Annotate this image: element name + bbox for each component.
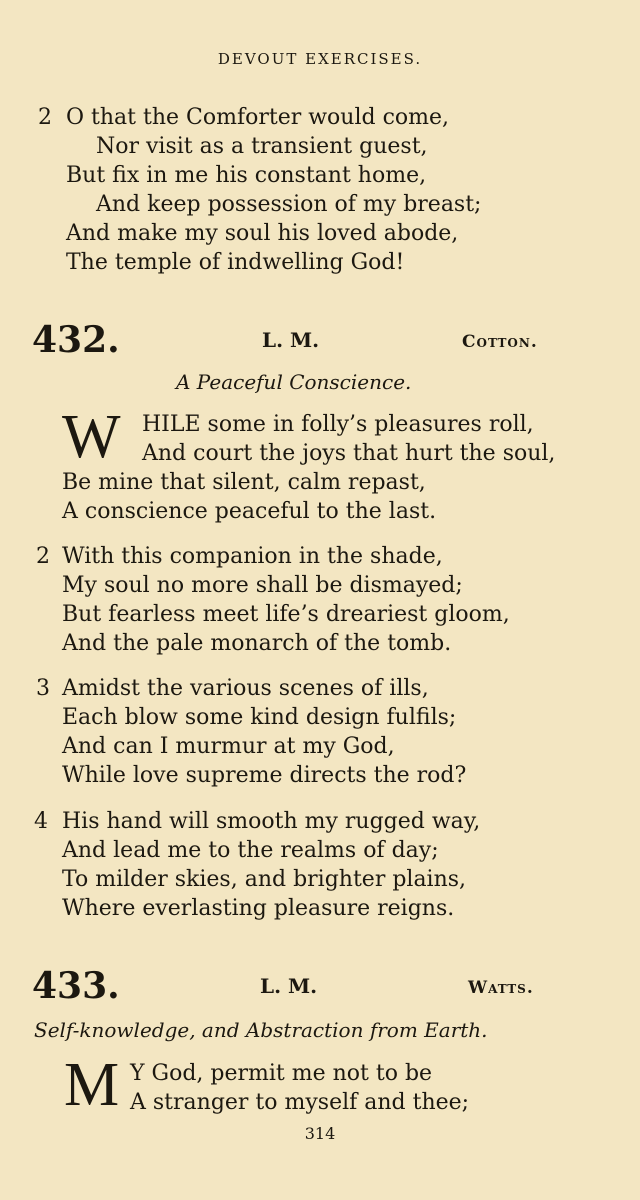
- verse-line: Each blow some kind design fulfils;: [62, 705, 457, 730]
- verse-line: HILE some in folly’s pleasures roll,: [142, 412, 534, 437]
- verse-line: A conscience peaceful to the last.: [62, 499, 437, 524]
- verse-line: Amidst the various scenes of ills,: [62, 676, 429, 701]
- verse-line: Be mine that silent, calm repast,: [62, 470, 426, 495]
- verse-number: 3: [36, 676, 50, 701]
- drop-cap: M: [64, 1051, 120, 1119]
- verse-line: The temple of indwelling God!: [66, 250, 405, 275]
- hymn-title: Self-knowledge, and Abstraction from Earth.: [34, 1018, 488, 1042]
- verse-line: Y God, permit me not to be: [130, 1061, 433, 1086]
- verse-line: While love supreme directs the rod?: [62, 763, 467, 788]
- verse-line: And make my soul his loved abode,: [66, 221, 459, 246]
- verse-line: O that the Comforter would come,: [66, 105, 450, 130]
- hymn-number: 433.: [32, 965, 120, 1007]
- verse-line: A stranger to myself and thee;: [130, 1090, 470, 1115]
- verse-line: But fearless meet life’s dreariest gloom,: [62, 602, 510, 627]
- verse-line: And lead me to the realms of day;: [62, 838, 439, 863]
- drop-cap: W: [62, 403, 121, 471]
- verse-line: Where everlasting pleasure reigns.: [62, 896, 455, 921]
- hymn-title: A Peaceful Conscience.: [176, 370, 412, 394]
- verse-line: Nor visit as a transient guest,: [96, 134, 428, 159]
- verse-line: With this companion in the shade,: [62, 544, 443, 569]
- verse-line: And the pale monarch of the tomb.: [62, 631, 452, 656]
- hymn-meter: L. M.: [260, 974, 318, 998]
- page-number: 314: [304, 1124, 336, 1143]
- verse-line: And keep possession of my breast;: [96, 192, 482, 217]
- verse-line: But fix in me his constant home,: [66, 163, 427, 188]
- verse-line: My soul no more shall be dismayed;: [62, 573, 463, 598]
- verse-line: His hand will smooth my rugged way,: [62, 809, 481, 834]
- hymn-meter: L. M.: [262, 328, 320, 352]
- hymn-number: 432.: [32, 319, 120, 361]
- hymn-tune: Watts.: [468, 978, 534, 998]
- verse-number: 2: [38, 105, 52, 130]
- running-header: DEVOUT EXERCISES.: [217, 50, 423, 68]
- verse-line: To milder skies, and brighter plains,: [62, 867, 467, 892]
- verse-line: And can I murmur at my God,: [62, 734, 395, 759]
- verse-line: And court the joys that hurt the soul,: [142, 441, 556, 466]
- verse-number: 2: [36, 544, 50, 569]
- verse-number: 4: [34, 809, 48, 834]
- hymn-tune: Cotton.: [462, 332, 538, 352]
